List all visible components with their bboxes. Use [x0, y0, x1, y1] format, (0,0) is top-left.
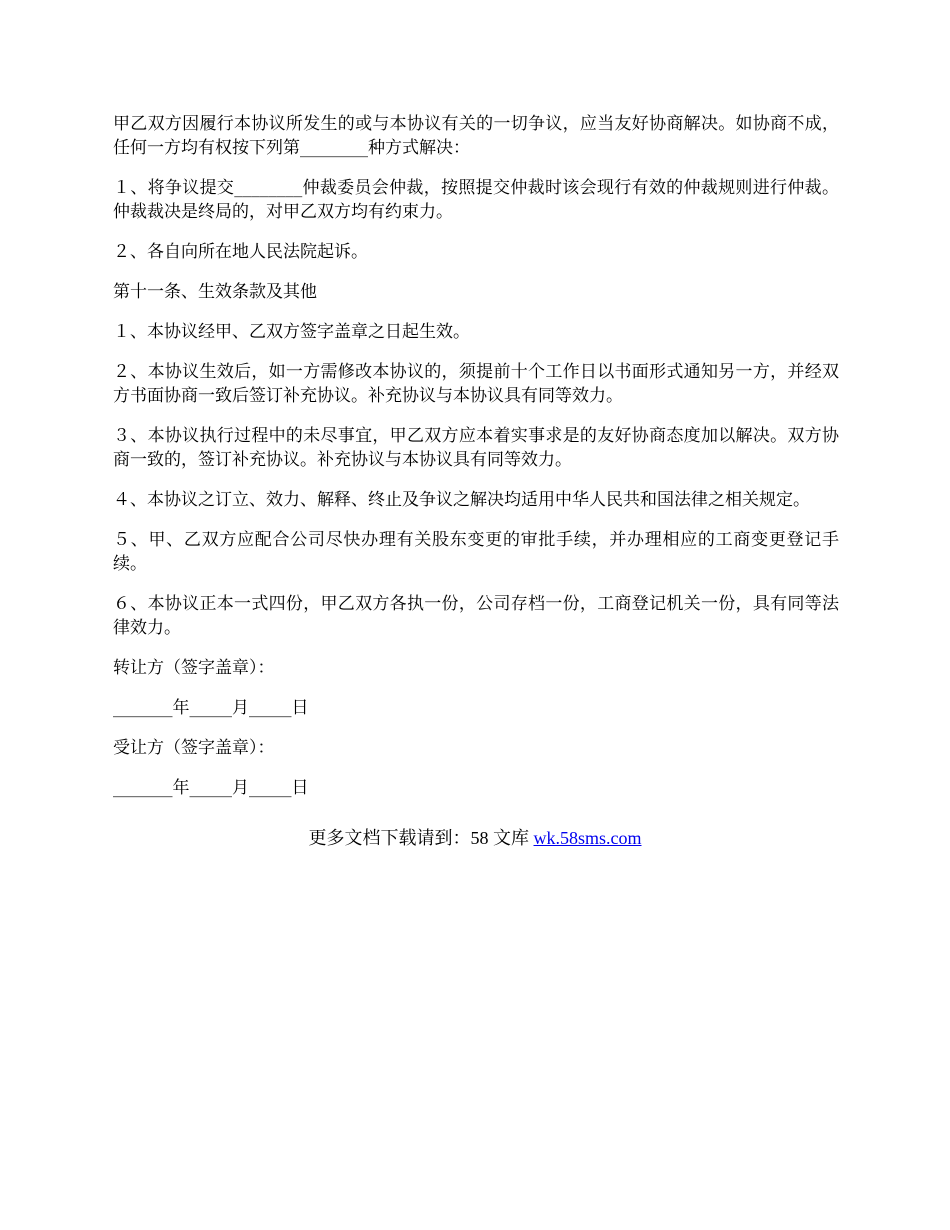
- transferee-signature-label: 受让方（签字盖章）：: [113, 738, 275, 758]
- effectiveness-item-4: ４、本协议之订立、效力、解释、终止及争议之解决均适用中华人民共和国法律之相关规定。: [113, 490, 810, 510]
- transferor-signature-label: 转让方（签字盖章）：: [113, 658, 275, 678]
- effectiveness-item-3: ３、本协议执行过程中的未尽事宜，甲乙双方应本着实事求是的友好协商态度加以解决。双方协商一致的，签订补充协议。补充协议与本协议具有同等效力。: [113, 426, 839, 470]
- arbitration-option: １、将争议提交________仲裁委员会仲裁，按照提交仲裁时该会现行有效的仲裁规则进行仲裁。仲裁裁决是终局的，对甲乙双方均有约束力。: [113, 178, 839, 222]
- transferee-date-line: _______年_____月_____日: [113, 778, 309, 798]
- litigation-option: ２、各自向所在地人民法院起诉。: [113, 242, 368, 262]
- dispute-resolution-clause: 甲乙双方因履行本协议所发生的或与本协议有关的一切争议，应当友好协商解决。如协商不成，任何一方均有权按下列第________种方式解决：: [113, 114, 839, 158]
- footer-text: 更多文档下载请到：58 文库: [308, 828, 534, 848]
- effectiveness-item-1: １、本协议经甲、乙双方签字盖章之日起生效。: [113, 322, 470, 342]
- effectiveness-item-2: ２、本协议生效后，如一方需修改本协议的，须提前十个工作日以书面形式通知另一方，并经双方书面协商一致后签订补充协议。补充协议与本协议具有同等效力。: [113, 362, 839, 406]
- article-eleven-heading: 第十一条、生效条款及其他: [113, 282, 317, 302]
- transferor-date-line: _______年_____月_____日: [113, 698, 309, 718]
- footer: [0, 826, 950, 850]
- footer-link[interactable]: wk.58sms.com: [533, 828, 642, 848]
- effectiveness-item-6: ６、本协议正本一式四份，甲乙双方各执一份，公司存档一份，工商登记机关一份，具有同等法律效力。: [113, 594, 839, 638]
- document-body: [113, 112, 839, 816]
- effectiveness-item-5: ５、甲、乙双方应配合公司尽快办理有关股东变更的审批手续，并办理相应的工商变更登记手续。: [113, 530, 839, 574]
